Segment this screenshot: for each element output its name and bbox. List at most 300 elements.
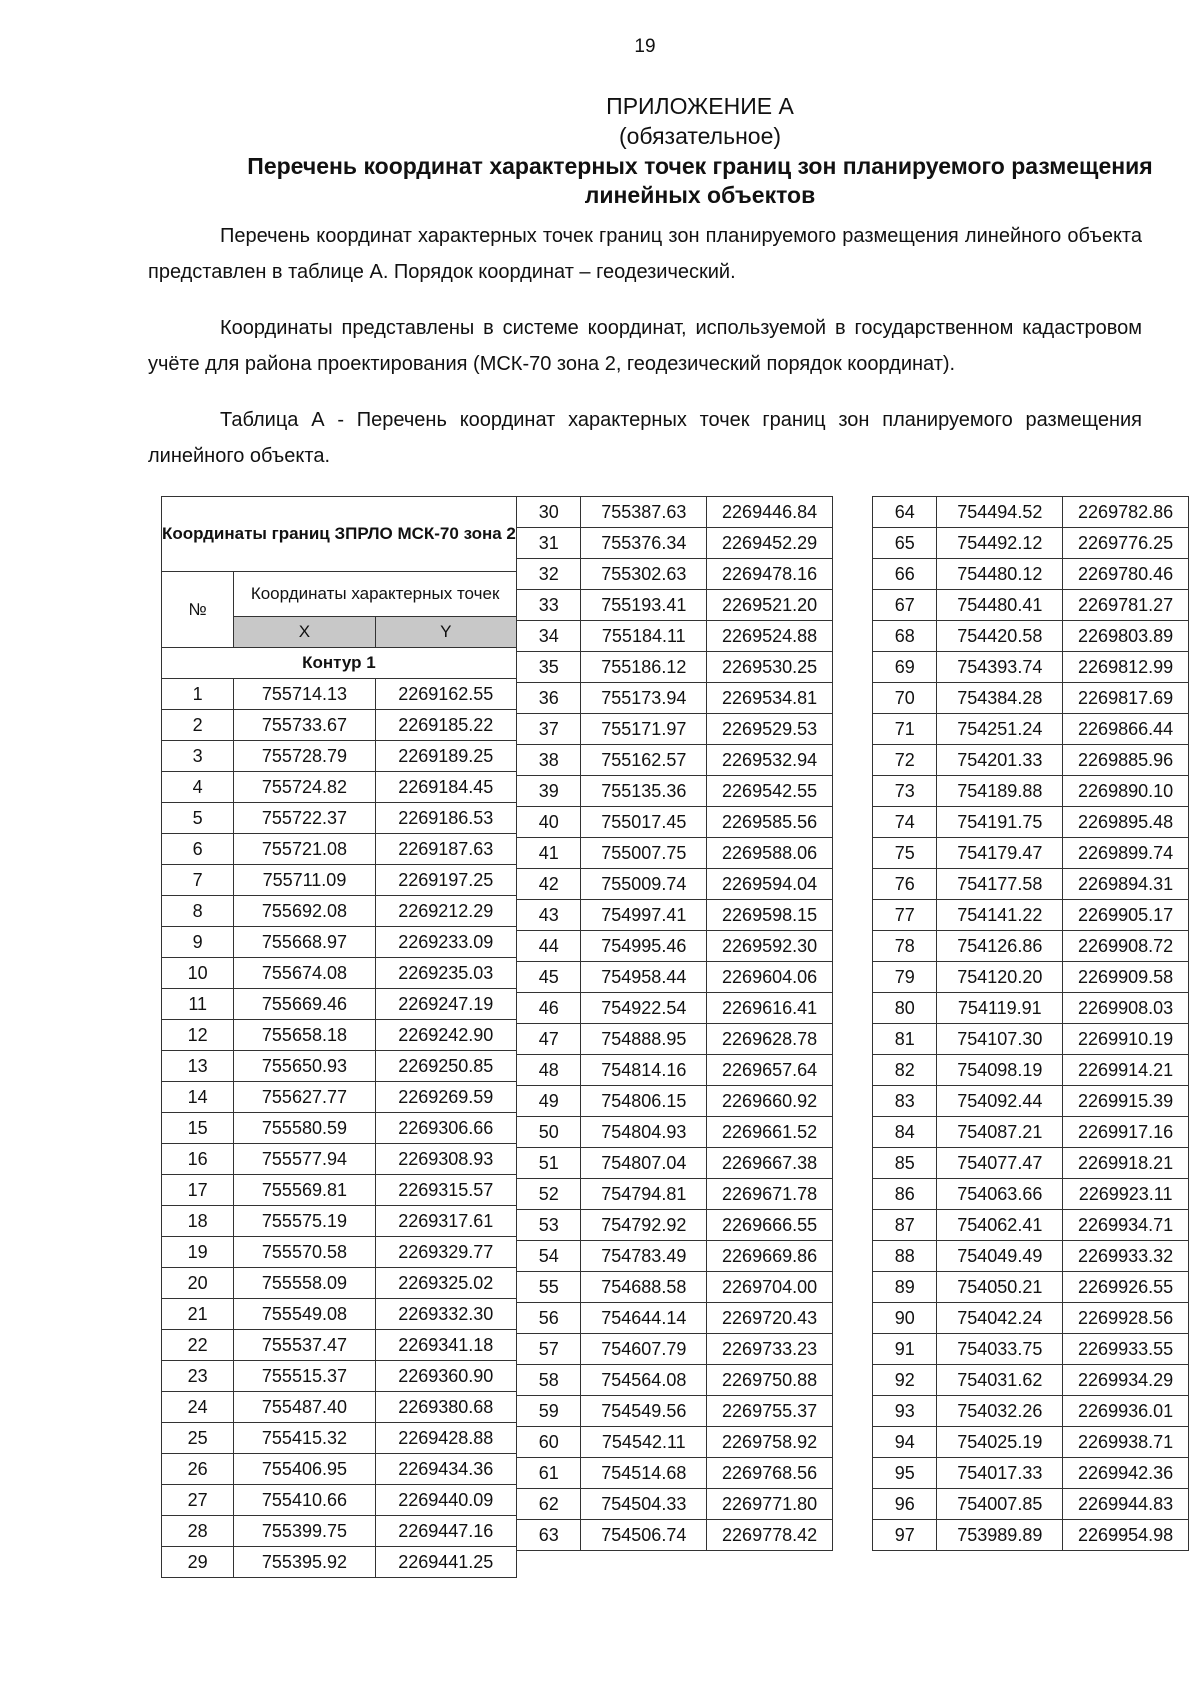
cell-y: 2269162.55 (375, 679, 516, 710)
table-row (162, 927, 517, 958)
table-row (162, 741, 517, 772)
cell-y: 2269478.16 (707, 559, 833, 590)
cell-x: 754031.62 (937, 1365, 1063, 1396)
cell-number: 72 (873, 745, 937, 776)
cell-y: 2269933.32 (1063, 1241, 1189, 1272)
cell-y: 2269447.16 (375, 1516, 516, 1547)
cell-x: 755549.08 (234, 1299, 375, 1330)
contour-label: Контур 1 (162, 648, 517, 679)
table-row (873, 1396, 1189, 1427)
cell-number: 41 (517, 838, 581, 869)
cell-number: 71 (873, 714, 937, 745)
cell-number: 19 (162, 1237, 234, 1268)
table-row (873, 838, 1189, 869)
table-row (517, 1179, 833, 1210)
cell-number: 84 (873, 1117, 937, 1148)
table-row (873, 590, 1189, 621)
cell-x: 754607.79 (581, 1334, 707, 1365)
cell-x: 754888.95 (581, 1024, 707, 1055)
cell-number: 14 (162, 1082, 234, 1113)
table-row (162, 1020, 517, 1051)
cell-y: 2269909.58 (1063, 962, 1189, 993)
cell-x: 755487.40 (234, 1392, 375, 1423)
table-row (517, 1303, 833, 1334)
table-row (873, 1117, 1189, 1148)
cell-y: 2269803.89 (1063, 621, 1189, 652)
table-row (162, 679, 517, 710)
cell-number: 88 (873, 1241, 937, 1272)
cell-number: 26 (162, 1454, 234, 1485)
cell-number: 13 (162, 1051, 234, 1082)
cell-x: 755668.97 (234, 927, 375, 958)
cell-number: 46 (517, 993, 581, 1024)
table-header-main: Координаты границ ЗПРЛО МСК-70 зона 2 (162, 497, 517, 572)
cell-y: 2269592.30 (707, 931, 833, 962)
cell-number: 8 (162, 896, 234, 927)
cell-x: 754492.12 (937, 528, 1063, 559)
table-row (517, 559, 833, 590)
cell-x: 755558.09 (234, 1268, 375, 1299)
cell-x: 755570.58 (234, 1237, 375, 1268)
cell-y: 2269661.52 (707, 1117, 833, 1148)
heading-line-1: Перечень координат характерных точек границ зон планируемого размещения (247, 153, 1153, 179)
table-row (517, 1365, 833, 1396)
cell-y: 2269885.96 (1063, 745, 1189, 776)
cell-number: 78 (873, 931, 937, 962)
cell-y: 2269325.02 (375, 1268, 516, 1299)
cell-number: 54 (517, 1241, 581, 1272)
table-row (873, 993, 1189, 1024)
coordinates-table-part-1 (161, 496, 517, 1578)
table-row (162, 1547, 517, 1578)
cell-x: 755650.93 (234, 1051, 375, 1082)
cell-x: 755728.79 (234, 741, 375, 772)
table-row (162, 1516, 517, 1547)
table-row (517, 1458, 833, 1489)
cell-x: 754480.41 (937, 590, 1063, 621)
table-row (517, 1520, 833, 1551)
cell-y: 2269917.16 (1063, 1117, 1189, 1148)
cell-x: 755569.81 (234, 1175, 375, 1206)
cell-number: 10 (162, 958, 234, 989)
cell-number: 31 (517, 528, 581, 559)
table-row (162, 1113, 517, 1144)
heading-line-2: линейных объектов (584, 182, 816, 208)
cell-y: 2269341.18 (375, 1330, 516, 1361)
cell-y: 2269750.88 (707, 1365, 833, 1396)
cell-x: 754201.33 (937, 745, 1063, 776)
cell-x: 754997.41 (581, 900, 707, 931)
cell-y: 2269604.06 (707, 962, 833, 993)
cell-number: 87 (873, 1210, 937, 1241)
cell-y: 2269594.04 (707, 869, 833, 900)
table-row (162, 1299, 517, 1330)
cell-number: 90 (873, 1303, 937, 1334)
table-row (873, 1489, 1189, 1520)
cell-y: 2269434.36 (375, 1454, 516, 1485)
cell-number: 77 (873, 900, 937, 931)
cell-x: 754922.54 (581, 993, 707, 1024)
cell-y: 2269771.80 (707, 1489, 833, 1520)
cell-number: 59 (517, 1396, 581, 1427)
table-row (162, 1361, 517, 1392)
cell-y: 2269521.20 (707, 590, 833, 621)
cell-x: 755399.75 (234, 1516, 375, 1547)
table-row (873, 1055, 1189, 1086)
cell-y: 2269532.94 (707, 745, 833, 776)
table-row (162, 1423, 517, 1454)
cell-y: 2269667.38 (707, 1148, 833, 1179)
cell-y: 2269524.88 (707, 621, 833, 652)
cell-x: 754092.44 (937, 1086, 1063, 1117)
table-row (873, 1086, 1189, 1117)
cell-y: 2269944.83 (1063, 1489, 1189, 1520)
cell-x: 754804.93 (581, 1117, 707, 1148)
cell-x: 755580.59 (234, 1113, 375, 1144)
cell-y: 2269197.25 (375, 865, 516, 896)
table-row (873, 1520, 1189, 1551)
cell-y: 2269247.19 (375, 989, 516, 1020)
cell-number: 89 (873, 1272, 937, 1303)
cell-x: 754995.46 (581, 931, 707, 962)
cell-y: 2269585.56 (707, 807, 833, 838)
cell-x: 754807.04 (581, 1148, 707, 1179)
cell-x: 755692.08 (234, 896, 375, 927)
cell-y: 2269905.17 (1063, 900, 1189, 931)
cell-y: 2269187.63 (375, 834, 516, 865)
cell-y: 2269306.66 (375, 1113, 516, 1144)
table-row (873, 1458, 1189, 1489)
cell-x: 754126.86 (937, 931, 1063, 962)
cell-number: 43 (517, 900, 581, 931)
cell-y: 2269441.25 (375, 1547, 516, 1578)
cell-number: 40 (517, 807, 581, 838)
table-row (517, 714, 833, 745)
cell-x: 755577.94 (234, 1144, 375, 1175)
table-header-y: Y (375, 617, 516, 648)
cell-x: 755173.94 (581, 683, 707, 714)
table-row (517, 776, 833, 807)
cell-y: 2269704.00 (707, 1272, 833, 1303)
cell-x: 755410.66 (234, 1485, 375, 1516)
cell-x: 754062.41 (937, 1210, 1063, 1241)
cell-y: 2269720.43 (707, 1303, 833, 1334)
cell-x: 755724.82 (234, 772, 375, 803)
cell-y: 2269446.84 (707, 497, 833, 528)
table-row (517, 1427, 833, 1458)
cell-y: 2269360.90 (375, 1361, 516, 1392)
table-row (517, 1086, 833, 1117)
cell-y: 2269529.53 (707, 714, 833, 745)
cell-x: 755658.18 (234, 1020, 375, 1051)
cell-x: 755627.77 (234, 1082, 375, 1113)
cell-number: 48 (517, 1055, 581, 1086)
cell-number: 53 (517, 1210, 581, 1241)
cell-y: 2269189.25 (375, 741, 516, 772)
paragraph-coordinate-system: Координаты представлены в системе координат, используемой в государственном кадастровом учёте для района проектирования (МСК-70 зона 2, геодезический порядок координат). (148, 317, 1142, 375)
cell-y: 2269908.72 (1063, 931, 1189, 962)
cell-x: 755171.97 (581, 714, 707, 745)
table-row (517, 1396, 833, 1427)
cell-number: 56 (517, 1303, 581, 1334)
cell-number: 62 (517, 1489, 581, 1520)
cell-x: 755162.57 (581, 745, 707, 776)
cell-x: 755711.09 (234, 865, 375, 896)
cell-x: 754119.91 (937, 993, 1063, 1024)
cell-number: 63 (517, 1520, 581, 1551)
table-row (873, 1148, 1189, 1179)
cell-y: 2269781.27 (1063, 590, 1189, 621)
cell-y: 2269212.29 (375, 896, 516, 927)
paragraph-table-caption: Таблица А - Перечень координат характерных точек границ зон планируемого размещения линейного объекта. (148, 409, 1142, 467)
table-row (517, 1489, 833, 1520)
table-row (517, 590, 833, 621)
cell-x: 754514.68 (581, 1458, 707, 1489)
cell-y: 2269660.92 (707, 1086, 833, 1117)
table-row (517, 497, 833, 528)
cell-y: 2269733.23 (707, 1334, 833, 1365)
cell-number: 16 (162, 1144, 234, 1175)
cell-x: 754077.47 (937, 1148, 1063, 1179)
cell-y: 2269332.30 (375, 1299, 516, 1330)
table-row (873, 714, 1189, 745)
cell-y: 2269185.22 (375, 710, 516, 741)
cell-y: 2269812.99 (1063, 652, 1189, 683)
cell-number: 85 (873, 1148, 937, 1179)
cell-x: 754958.44 (581, 962, 707, 993)
cell-y: 2269250.85 (375, 1051, 516, 1082)
cell-number: 97 (873, 1520, 937, 1551)
cell-y: 2269329.77 (375, 1237, 516, 1268)
cell-y: 2269235.03 (375, 958, 516, 989)
table-row (517, 869, 833, 900)
cell-number: 73 (873, 776, 937, 807)
table-row (162, 1082, 517, 1113)
cell-x: 755537.47 (234, 1330, 375, 1361)
cell-y: 2269428.88 (375, 1423, 516, 1454)
table-row (873, 559, 1189, 590)
cell-number: 80 (873, 993, 937, 1024)
cell-x: 754506.74 (581, 1520, 707, 1551)
table-row (873, 652, 1189, 683)
cell-y: 2269915.39 (1063, 1086, 1189, 1117)
cell-x: 755017.45 (581, 807, 707, 838)
cell-x: 755575.19 (234, 1206, 375, 1237)
table-row (517, 1055, 833, 1086)
cell-x: 754063.66 (937, 1179, 1063, 1210)
cell-y: 2269588.06 (707, 838, 833, 869)
cell-y: 2269954.98 (1063, 1520, 1189, 1551)
cell-number: 57 (517, 1334, 581, 1365)
cell-y: 2269308.93 (375, 1144, 516, 1175)
cell-y: 2269910.19 (1063, 1024, 1189, 1055)
table-row (873, 745, 1189, 776)
table-row (873, 528, 1189, 559)
cell-x: 754644.14 (581, 1303, 707, 1334)
table-row (517, 900, 833, 931)
table-header-points: Координаты характерных точек (234, 572, 517, 617)
cell-number: 12 (162, 1020, 234, 1051)
table-row (162, 834, 517, 865)
table-row (517, 1272, 833, 1303)
cell-x: 754042.24 (937, 1303, 1063, 1334)
cell-number: 65 (873, 528, 937, 559)
cell-y: 2269895.48 (1063, 807, 1189, 838)
table-row (873, 1241, 1189, 1272)
table-row (517, 1148, 833, 1179)
table-header-number: № (162, 572, 234, 648)
cell-number: 95 (873, 1458, 937, 1489)
table-row (517, 1334, 833, 1365)
table-row (873, 1024, 1189, 1055)
cell-number: 36 (517, 683, 581, 714)
cell-number: 28 (162, 1516, 234, 1547)
table-row (162, 1485, 517, 1516)
cell-y: 2269782.86 (1063, 497, 1189, 528)
cell-number: 92 (873, 1365, 937, 1396)
cell-y: 2269934.71 (1063, 1210, 1189, 1241)
cell-y: 2269866.44 (1063, 714, 1189, 745)
table-row (873, 621, 1189, 652)
cell-number: 35 (517, 652, 581, 683)
cell-x: 754542.11 (581, 1427, 707, 1458)
cell-y: 2269899.74 (1063, 838, 1189, 869)
cell-number: 27 (162, 1485, 234, 1516)
cell-number: 22 (162, 1330, 234, 1361)
cell-y: 2269908.03 (1063, 993, 1189, 1024)
cell-number: 20 (162, 1268, 234, 1299)
cell-y: 2269894.31 (1063, 869, 1189, 900)
table-row (517, 745, 833, 776)
cell-number: 50 (517, 1117, 581, 1148)
cell-number: 67 (873, 590, 937, 621)
cell-number: 44 (517, 931, 581, 962)
cell-x: 754549.56 (581, 1396, 707, 1427)
cell-x: 755722.37 (234, 803, 375, 834)
cell-number: 70 (873, 683, 937, 714)
cell-number: 75 (873, 838, 937, 869)
cell-x: 754792.92 (581, 1210, 707, 1241)
table-row (517, 1241, 833, 1272)
cell-number: 18 (162, 1206, 234, 1237)
cell-x: 754032.26 (937, 1396, 1063, 1427)
table-row (873, 931, 1189, 962)
table-row (162, 1206, 517, 1237)
table-row (162, 958, 517, 989)
cell-number: 82 (873, 1055, 937, 1086)
cell-y: 2269657.64 (707, 1055, 833, 1086)
cell-y: 2269671.78 (707, 1179, 833, 1210)
cell-y: 2269242.90 (375, 1020, 516, 1051)
cell-y: 2269817.69 (1063, 683, 1189, 714)
cell-y: 2269315.57 (375, 1175, 516, 1206)
table-row (162, 1330, 517, 1361)
table-row (162, 1454, 517, 1485)
cell-y: 2269778.42 (707, 1520, 833, 1551)
table-row (517, 1210, 833, 1241)
table-row (162, 1392, 517, 1423)
cell-y: 2269534.81 (707, 683, 833, 714)
cell-x: 755184.11 (581, 621, 707, 652)
cell-y: 2269768.56 (707, 1458, 833, 1489)
table-row (517, 1024, 833, 1055)
appendix-title: ПРИЛОЖЕНИЕ А (606, 93, 794, 119)
cell-x: 755415.32 (234, 1423, 375, 1454)
cell-number: 5 (162, 803, 234, 834)
cell-number: 68 (873, 621, 937, 652)
cell-x: 755387.63 (581, 497, 707, 528)
table-row (517, 962, 833, 993)
cell-x: 754191.75 (937, 807, 1063, 838)
cell-number: 7 (162, 865, 234, 896)
cell-y: 2269923.11 (1063, 1179, 1189, 1210)
table-row (873, 776, 1189, 807)
cell-x: 754049.49 (937, 1241, 1063, 1272)
table-row (873, 683, 1189, 714)
cell-x: 755714.13 (234, 679, 375, 710)
table-row (873, 900, 1189, 931)
cell-number: 94 (873, 1427, 937, 1458)
cell-y: 2269914.21 (1063, 1055, 1189, 1086)
cell-number: 51 (517, 1148, 581, 1179)
cell-y: 2269186.53 (375, 803, 516, 834)
cell-y: 2269776.25 (1063, 528, 1189, 559)
table-row (873, 497, 1189, 528)
cell-x: 754794.81 (581, 1179, 707, 1210)
cell-y: 2269933.55 (1063, 1334, 1189, 1365)
cell-x: 754814.16 (581, 1055, 707, 1086)
cell-x: 755009.74 (581, 869, 707, 900)
table-row (873, 869, 1189, 900)
cell-x: 754504.33 (581, 1489, 707, 1520)
cell-x: 755406.95 (234, 1454, 375, 1485)
page-number: 19 (634, 36, 656, 57)
table-row (873, 1210, 1189, 1241)
cell-number: 29 (162, 1547, 234, 1578)
table-row (873, 1179, 1189, 1210)
cell-x: 754107.30 (937, 1024, 1063, 1055)
cell-number: 32 (517, 559, 581, 590)
cell-y: 2269890.10 (1063, 776, 1189, 807)
cell-x: 754189.88 (937, 776, 1063, 807)
cell-x: 754688.58 (581, 1272, 707, 1303)
cell-number: 39 (517, 776, 581, 807)
cell-y: 2269780.46 (1063, 559, 1189, 590)
cell-x: 754120.20 (937, 962, 1063, 993)
cell-x: 755733.67 (234, 710, 375, 741)
cell-y: 2269938.71 (1063, 1427, 1189, 1458)
table-row (162, 1237, 517, 1268)
table-row (873, 1365, 1189, 1396)
cell-y: 2269666.55 (707, 1210, 833, 1241)
cell-number: 66 (873, 559, 937, 590)
cell-number: 76 (873, 869, 937, 900)
cell-number: 33 (517, 590, 581, 621)
cell-x: 755193.41 (581, 590, 707, 621)
cell-y: 2269452.29 (707, 528, 833, 559)
cell-y: 2269233.09 (375, 927, 516, 958)
cell-x: 755135.36 (581, 776, 707, 807)
cell-x: 754025.19 (937, 1427, 1063, 1458)
paragraph-intro: Перечень координат характерных точек границ зон планируемого размещения линейного объекта представлен в таблице А. Порядок координат – геодезический. (148, 225, 1142, 283)
cell-y: 2269542.55 (707, 776, 833, 807)
cell-x: 754480.12 (937, 559, 1063, 590)
cell-number: 74 (873, 807, 937, 838)
cell-number: 86 (873, 1179, 937, 1210)
cell-x: 755395.92 (234, 1547, 375, 1578)
table-row (162, 989, 517, 1020)
cell-number: 52 (517, 1179, 581, 1210)
